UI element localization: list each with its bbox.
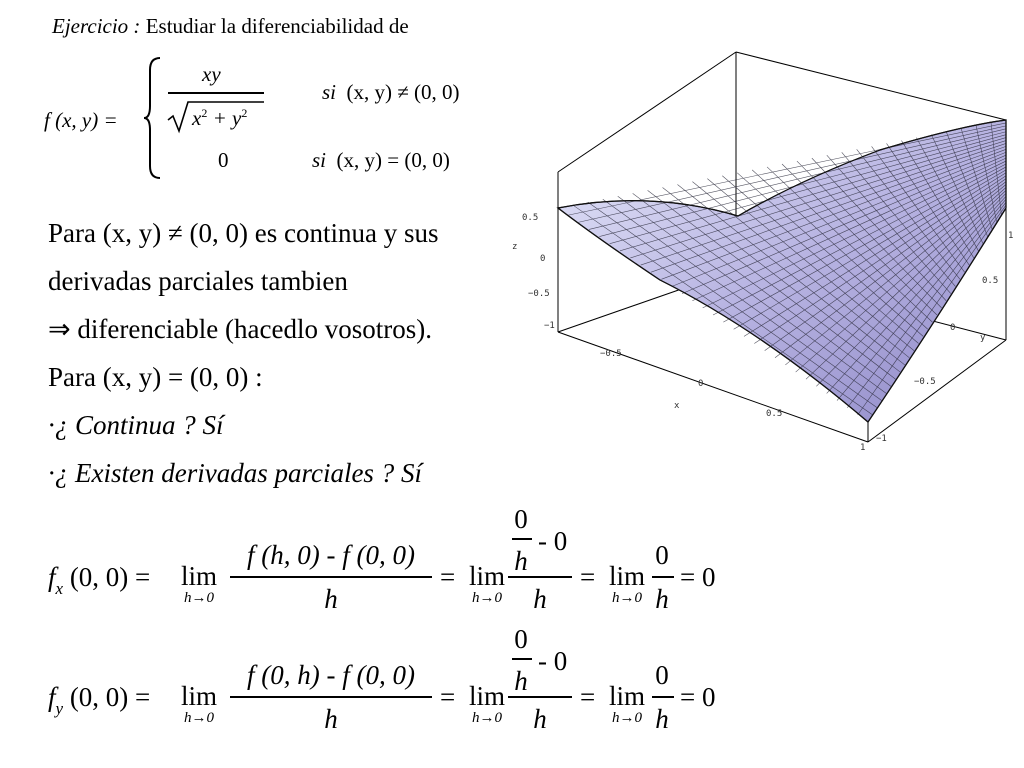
left-brace-icon bbox=[142, 56, 164, 180]
z-axis-label: z bbox=[512, 242, 518, 252]
fx-eq2: = bbox=[440, 562, 456, 592]
x-tick-1: 0 bbox=[698, 379, 704, 389]
body-line-1: Para (x, y) ≠ (0, 0) es continua y sus bbox=[48, 218, 439, 248]
fy-inner-den: h bbox=[514, 666, 528, 696]
z-tick-0: 0.5 bbox=[522, 213, 539, 223]
condition-zero: si (x, y) = (0, 0) bbox=[312, 148, 450, 172]
y-tick-1: 0.5 bbox=[982, 276, 999, 286]
body-line-4: Para (x, y) = (0, 0) : bbox=[48, 362, 263, 392]
body-line-2: derivadas parciales tambien bbox=[48, 266, 348, 296]
x-tick-3: 1 bbox=[860, 443, 866, 453]
exercise-label: Ejercicio : bbox=[52, 14, 141, 38]
fx-frac1-den: h bbox=[324, 584, 338, 614]
x-tick-0: −0.5 bbox=[600, 349, 622, 359]
fx-frac1-num: f (h, 0) - f (0, 0) bbox=[247, 540, 415, 570]
fy-eq2: = bbox=[440, 682, 456, 712]
fy-inner-num: 0 bbox=[514, 624, 528, 654]
fx-frac2-bar bbox=[508, 576, 572, 578]
fy-frac2-den: h bbox=[533, 704, 547, 734]
fx-frac3-den: h bbox=[655, 584, 669, 614]
fx-lim-1: lim h→0 bbox=[180, 561, 217, 606]
fy-frac2-bar bbox=[508, 696, 572, 698]
function-lhs: f (x, y) = bbox=[44, 108, 118, 132]
exercise-title bbox=[52, 14, 409, 39]
definition-denominator: $x^2 + y^2$ bbox=[192, 106, 248, 130]
definition-fraction-bar bbox=[168, 92, 264, 94]
surface-patch bbox=[558, 120, 1006, 422]
y-tick-2: 0 bbox=[950, 323, 956, 333]
fy-lim-1: lim h→0 bbox=[180, 681, 217, 726]
fy-frac3-num: 0 bbox=[655, 660, 669, 690]
fx-lhs: $f_x$ (0, 0) = bbox=[48, 562, 151, 598]
fx-result: = 0 bbox=[680, 562, 716, 592]
fx-inner-num: 0 bbox=[514, 504, 528, 534]
surface-plot bbox=[500, 40, 1024, 470]
fx-lim-2: lim h→0 bbox=[468, 561, 505, 606]
fy-inner-minus: - 0 bbox=[538, 646, 568, 676]
fy-lhs: $f_y$ (0, 0) = bbox=[48, 682, 151, 718]
definition-zero: 0 bbox=[218, 148, 229, 172]
x-axis-label: x bbox=[674, 401, 680, 411]
fy-frac1-den: h bbox=[324, 704, 338, 734]
condition-nonzero: si (x, y) ≠ (0, 0) bbox=[322, 80, 460, 104]
body-line-6: ·¿ Existen derivadas parciales ? Sí bbox=[48, 458, 422, 488]
definition-numerator: xy bbox=[202, 62, 221, 86]
fy-inner-bar bbox=[512, 658, 532, 660]
fx-frac3-num: 0 bbox=[655, 540, 669, 570]
z-tick-3: −1 bbox=[544, 321, 555, 331]
fy-frac1-num: f (0, h) - f (0, 0) bbox=[247, 660, 415, 690]
fx-inner-den: h bbox=[514, 546, 528, 576]
z-tick-1: 0 bbox=[540, 254, 546, 264]
y-tick-3: −0.5 bbox=[914, 377, 936, 387]
y-axis-label: y bbox=[980, 333, 986, 343]
fx-lim-3: lim h→0 bbox=[608, 561, 645, 606]
fx-inner-minus: - 0 bbox=[538, 526, 568, 556]
exercise-text: Estudiar la diferenciabilidad de bbox=[145, 14, 409, 38]
fx-frac3-bar bbox=[652, 576, 674, 578]
z-tick-2: −0.5 bbox=[528, 289, 550, 299]
y-tick-4: −1 bbox=[876, 434, 887, 444]
fy-result: = 0 bbox=[680, 682, 716, 712]
body-line-5: ·¿ Continua ? Sí bbox=[48, 410, 224, 440]
body-line-3: ⇒ diferenciable (hacedlo vosotros). bbox=[48, 314, 432, 344]
fy-eq3: = bbox=[580, 682, 596, 712]
fy-lim-3: lim h→0 bbox=[608, 681, 645, 726]
fy-lim-2: lim h→0 bbox=[468, 681, 505, 726]
x-tick-2: 0.5 bbox=[766, 409, 783, 419]
fx-eq3: = bbox=[580, 562, 596, 592]
y-tick-0: 1 bbox=[1008, 231, 1014, 241]
fy-frac3-den: h bbox=[655, 704, 669, 734]
fy-frac1-bar bbox=[230, 696, 432, 698]
fx-frac2-den: h bbox=[533, 584, 547, 614]
fx-frac1-bar bbox=[230, 576, 432, 578]
fy-frac3-bar bbox=[652, 696, 674, 698]
fx-inner-bar bbox=[512, 538, 532, 540]
